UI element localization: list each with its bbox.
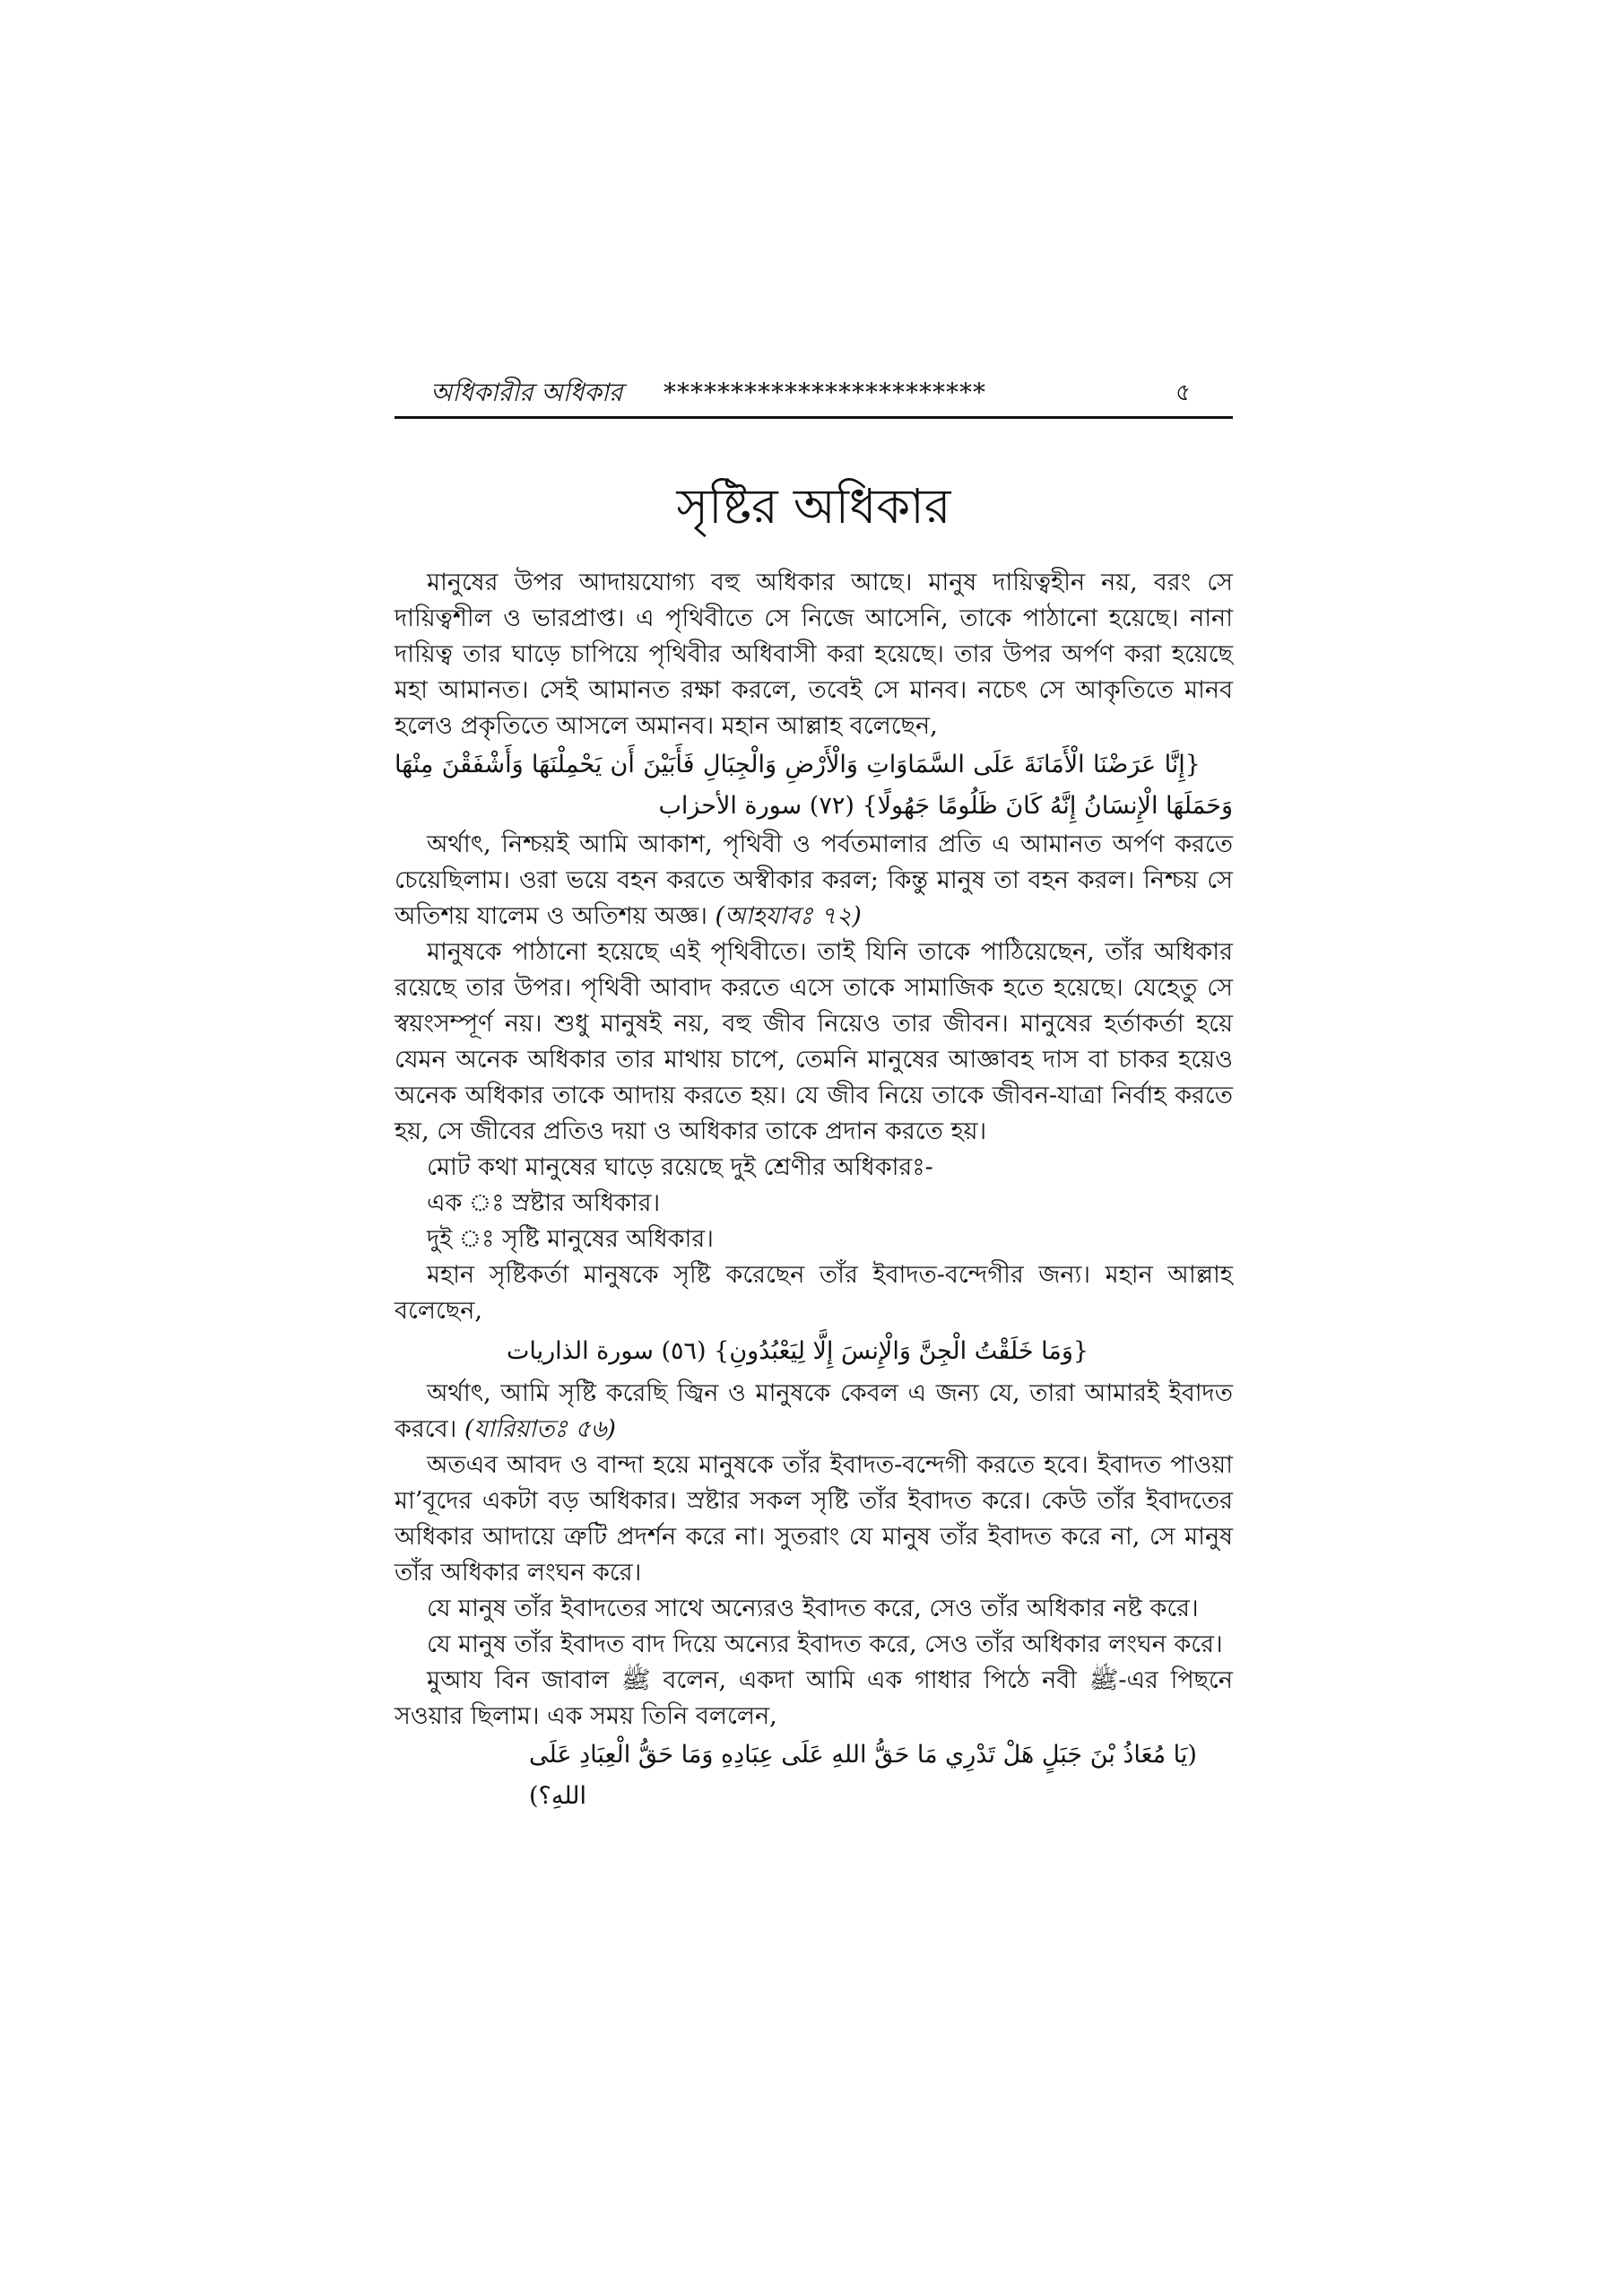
list-item: এক ঃ স্রষ্টার অধিকার। — [427, 1189, 661, 1217]
paragraph: মোট কথা মানুষের ঘাড়ে রয়েছে দুই শ্রেণীর অধিকারঃ- — [427, 1153, 933, 1181]
paragraph: মানুষকে পাঠানো হয়েছে এই পৃথিবীতে। তাই যিনি তাকে পাঠিয়েছেন, তাঁর অধিকার রয়েছে তার উপর। পৃথিবী আবাদ করতে এসে তাকে সামাজিক হতে হয়েছে। যেহেতু সে স্বয়ংসম্পূর্ণ নয়। শুধু মানুষই নয়, বহু জীব নিয়েও তার জীবন। মানুষের হর্তাকর্তা হয়ে যেমন অনেক অধিকার তার মাথায় চাপে, তেমনি মানুষের আজ্ঞাবহ দাস বা চাকর হয়েও অনেক অধিকার তাকে আদায় করতে হয়। যে জীব নিয়ে তাকে জীবন-যাত্রা নির্বাহ করতে হয়, সে জীবের প্রতিও দয়া ও অধিকার তাকে প্রদান করতে হয়। — [395, 938, 1233, 1145]
body-text — [395, 565, 1233, 1817]
paragraph: মহান সৃষ্টিকর্তা মানুষকে সৃষ্টি করেছেন তাঁর ইবাদত-বন্দেগীর জন্য। মহান আল্লাহ বলেছেন, — [395, 1261, 1233, 1325]
paragraph: যে মানুষ তাঁর ইবাদত বাদ দিয়ে অন্যের ইবাদত করে, সেও তাঁর অধিকার লংঘন করে। — [427, 1631, 1223, 1658]
verse-reference: (যারিয়াতঃ ৫৬) — [464, 1415, 616, 1443]
paragraph — [395, 827, 1233, 935]
arabic-verse: {وَمَا خَلَقْتُ الْجِنَّ وَالْإِنسَ إِلَّا لِيَعْبُدُونِ} (٥٦) سورة الذاريات — [506, 1337, 1089, 1365]
chapter-title: সৃষ্টির অধিকার — [676, 478, 951, 535]
paragraph: অতএব আবদ ও বান্দা হয়ে মানুষকে তাঁর ইবাদত-বন্দেগী করতে হবে। ইবাদত পাওয়া মা’বূদের একটা বড় অধিকার। স্রষ্টার সকল সৃষ্টি তাঁর ইবাদত করে। কেউ তাঁর ইবাদতের অধিকার আদায়ে ত্রুটি প্রদর্শন করে না। সুতরাং যে মানুষ তাঁর ইবাদত করে না, সে মানুষ তাঁর অধিকার লংঘন করে। — [395, 1451, 1233, 1587]
book-page — [395, 0, 1237, 2296]
verse-reference: (আহযাবঃ ৭২) — [715, 902, 862, 930]
arabic-hadith: (يَا مُعَاذُ بْنَ جَبَلٍ هَلْ تَدْرِي مَا حَقُّ اللهِ عَلَى عِبَادِهِ وَمَا حَقُّ الْعِبَادِ عَلَى اللهِ؟) — [529, 1741, 1197, 1810]
paragraph-text: অর্থাৎ, নিশ্চয়ই আমি আকাশ, পৃথিবী ও পর্বতমালার প্রতি এ আমানত অর্পণ করতে চেয়েছিলাম। ওরা ভয়ে বহন করতে অস্বীকার করল; কিন্তু মানুষ তা বহন করল। নিশ্চয় সে অতিশয় যালেম ও অতিশয় অজ্ঞ। — [395, 831, 1233, 930]
paragraph: মানুষের উপর আদায়যোগ্য বহু অধিকার আছে। মানুষ দায়িত্বহীন নয়, বরং সে দায়িত্বশীল ও ভারপ্রাপ্ত। এ পৃথিবীতে সে নিজে আসেনি, তাকে পাঠানো হয়েছে। নানা দায়িত্ব তার ঘাড়ে চাপিয়ে পৃথিবীর অধিবাসী করা হয়েছে। তার উপর অর্পণ করা হয়েছে মহা আমানত। সেই আমানত রক্ষা করলে, তবেই সে মানব। নচেৎ সে আকৃতিতে মানব হলেও প্রকৃতিতে আসলে অমানব। মহান আল্লাহ বলেছেন, — [395, 569, 1233, 740]
paragraph: মুআয বিন জাবাল ﷺ বলেন, একদা আমি এক গাধার পিঠে নবী ﷺ-এর পিছনে সওয়ার ছিলাম। এক সময় তিনি বললেন, — [395, 1666, 1233, 1730]
running-head-title: অধিকারীর অধিকার — [430, 378, 623, 407]
list-item: দুই ঃ সৃষ্টি মানুষের অধিকার। — [427, 1225, 714, 1253]
header-rule — [395, 416, 1233, 419]
running-head-ornament: ************************ — [664, 378, 986, 407]
paragraph: যে মানুষ তাঁর ইবাদতের সাথে অন্যেরও ইবাদত করে, সেও তাঁর অধিকার নষ্ট করে। — [427, 1595, 1199, 1622]
arabic-verse: {إِنَّا عَرَضْنَا الْأَمَانَةَ عَلَى السَّمَاوَاتِ وَالْأَرْضِ وَالْجِبَالِ فَأَبَيْنَ أَن يَحْمِلْنَهَا وَأَشْفَقْنَ مِنْهَا وَحَمَلَهَا الْإِنسَانُ إِنَّهُ كَانَ ظَلُومًا جَهُولًا} (٧٢) سورة الأحزاب — [395, 751, 1233, 820]
running-head — [395, 375, 1237, 414]
paragraph-text: অর্থাৎ, আমি সৃষ্টি করেছি জ্বিন ও মানুষকে কেবল এ জন্য যে, তারা আমারই ইবাদত করবে। — [395, 1379, 1233, 1443]
page-number: ৫ — [1175, 379, 1191, 406]
paragraph — [395, 1376, 1233, 1448]
